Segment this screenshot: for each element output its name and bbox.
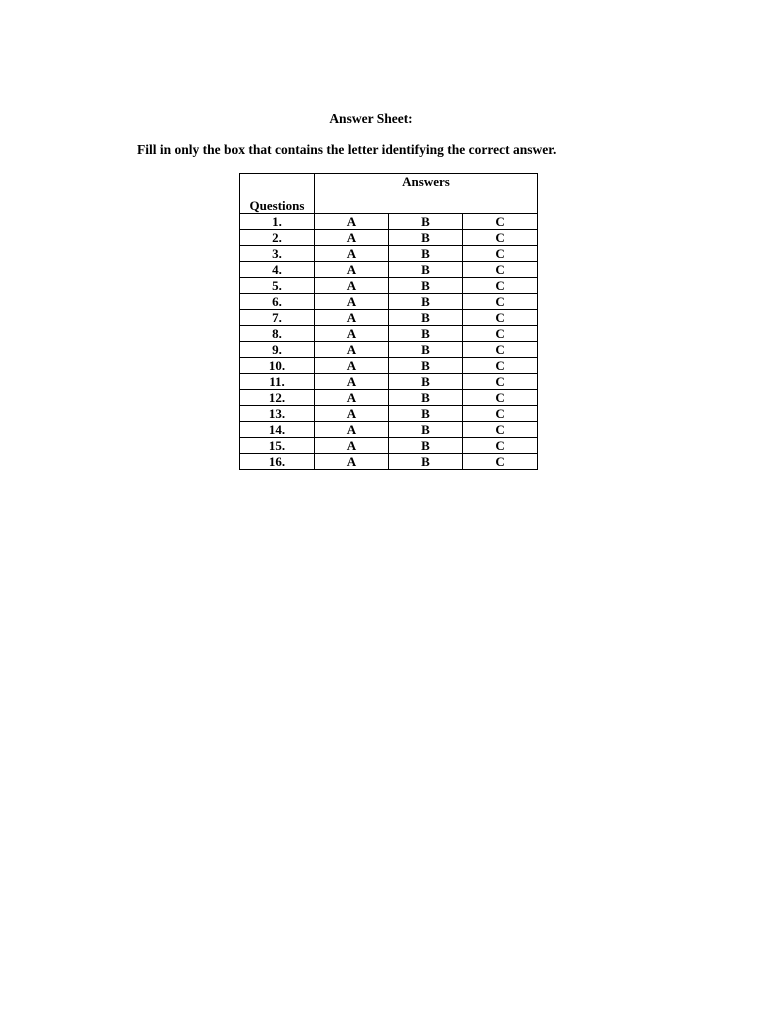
question-number-cell: 2. xyxy=(240,230,315,246)
table-row xyxy=(240,230,538,246)
table-row xyxy=(240,390,538,406)
answer-box-a[interactable]: A xyxy=(315,326,389,342)
answer-box-a[interactable]: A xyxy=(315,294,389,310)
answer-box-a[interactable]: A xyxy=(315,390,389,406)
answers-header: Answers xyxy=(315,174,538,214)
answer-box-c[interactable]: C xyxy=(463,438,538,454)
answer-box-c[interactable]: C xyxy=(463,374,538,390)
answer-box-b[interactable]: B xyxy=(389,406,463,422)
table-row xyxy=(240,262,538,278)
answer-box-b[interactable]: B xyxy=(389,246,463,262)
table-header-row xyxy=(240,174,538,214)
answer-box-a[interactable]: A xyxy=(315,214,389,230)
answer-box-c[interactable]: C xyxy=(463,390,538,406)
answer-box-b[interactable]: B xyxy=(389,390,463,406)
answer-box-a[interactable]: A xyxy=(315,262,389,278)
table-row xyxy=(240,326,538,342)
answer-box-a[interactable]: A xyxy=(315,230,389,246)
table-row xyxy=(240,246,538,262)
question-number-cell: 16. xyxy=(240,454,315,470)
answer-box-c[interactable]: C xyxy=(463,278,538,294)
question-number-cell: 12. xyxy=(240,390,315,406)
question-number-cell: 10. xyxy=(240,358,315,374)
question-number-cell: 8. xyxy=(240,326,315,342)
answer-box-c[interactable]: C xyxy=(463,358,538,374)
answer-box-b[interactable]: B xyxy=(389,326,463,342)
table-row xyxy=(240,374,538,390)
answer-box-b[interactable]: B xyxy=(389,230,463,246)
question-number-cell: 5. xyxy=(240,278,315,294)
answer-box-c[interactable]: C xyxy=(463,406,538,422)
answer-box-c[interactable]: C xyxy=(463,262,538,278)
question-number-cell: 14. xyxy=(240,422,315,438)
table-row xyxy=(240,342,538,358)
answer-box-c[interactable]: C xyxy=(463,454,538,470)
answer-box-a[interactable]: A xyxy=(315,278,389,294)
answer-box-a[interactable]: A xyxy=(315,358,389,374)
answer-box-b[interactable]: B xyxy=(389,342,463,358)
answer-box-b[interactable]: B xyxy=(389,374,463,390)
table-row xyxy=(240,214,538,230)
answer-table-body xyxy=(240,174,538,470)
answer-table xyxy=(239,173,538,470)
answer-box-a[interactable]: A xyxy=(315,406,389,422)
answer-box-a[interactable]: A xyxy=(315,422,389,438)
answer-box-c[interactable]: C xyxy=(463,326,538,342)
answer-box-b[interactable]: B xyxy=(389,310,463,326)
instructions-text: Fill in only the box that contains the letter identifying the correct answer. xyxy=(137,142,557,157)
table-row xyxy=(240,454,538,470)
answer-box-c[interactable]: C xyxy=(463,214,538,230)
questions-header: Questions xyxy=(240,174,315,214)
question-number-cell: 11. xyxy=(240,374,315,390)
question-number-cell: 6. xyxy=(240,294,315,310)
question-number-cell: 4. xyxy=(240,262,315,278)
table-row xyxy=(240,438,538,454)
answer-box-a[interactable]: A xyxy=(315,454,389,470)
answer-box-b[interactable]: B xyxy=(389,422,463,438)
answer-box-b[interactable]: B xyxy=(389,278,463,294)
answer-box-b[interactable]: B xyxy=(389,214,463,230)
answer-box-b[interactable]: B xyxy=(389,438,463,454)
page-title: Answer Sheet: xyxy=(329,111,413,126)
answer-box-b[interactable]: B xyxy=(389,262,463,278)
question-number-cell: 3. xyxy=(240,246,315,262)
answer-box-c[interactable]: C xyxy=(463,342,538,358)
answer-box-a[interactable]: A xyxy=(315,310,389,326)
answer-box-a[interactable]: A xyxy=(315,374,389,390)
question-number-cell: 9. xyxy=(240,342,315,358)
answer-box-c[interactable]: C xyxy=(463,422,538,438)
answer-box-b[interactable]: B xyxy=(389,294,463,310)
answer-box-c[interactable]: C xyxy=(463,310,538,326)
answer-box-c[interactable]: C xyxy=(463,294,538,310)
answer-box-a[interactable]: A xyxy=(315,438,389,454)
answer-box-a[interactable]: A xyxy=(315,342,389,358)
table-row xyxy=(240,422,538,438)
answer-box-b[interactable]: B xyxy=(389,358,463,374)
table-row xyxy=(240,358,538,374)
table-row xyxy=(240,310,538,326)
question-number-cell: 7. xyxy=(240,310,315,326)
question-number-cell: 1. xyxy=(240,214,315,230)
table-row xyxy=(240,294,538,310)
table-row xyxy=(240,278,538,294)
answer-box-c[interactable]: C xyxy=(463,246,538,262)
table-row xyxy=(240,406,538,422)
answer-box-a[interactable]: A xyxy=(315,246,389,262)
answer-box-b[interactable]: B xyxy=(389,454,463,470)
question-number-cell: 13. xyxy=(240,406,315,422)
answer-box-c[interactable]: C xyxy=(463,230,538,246)
question-number-cell: 15. xyxy=(240,438,315,454)
